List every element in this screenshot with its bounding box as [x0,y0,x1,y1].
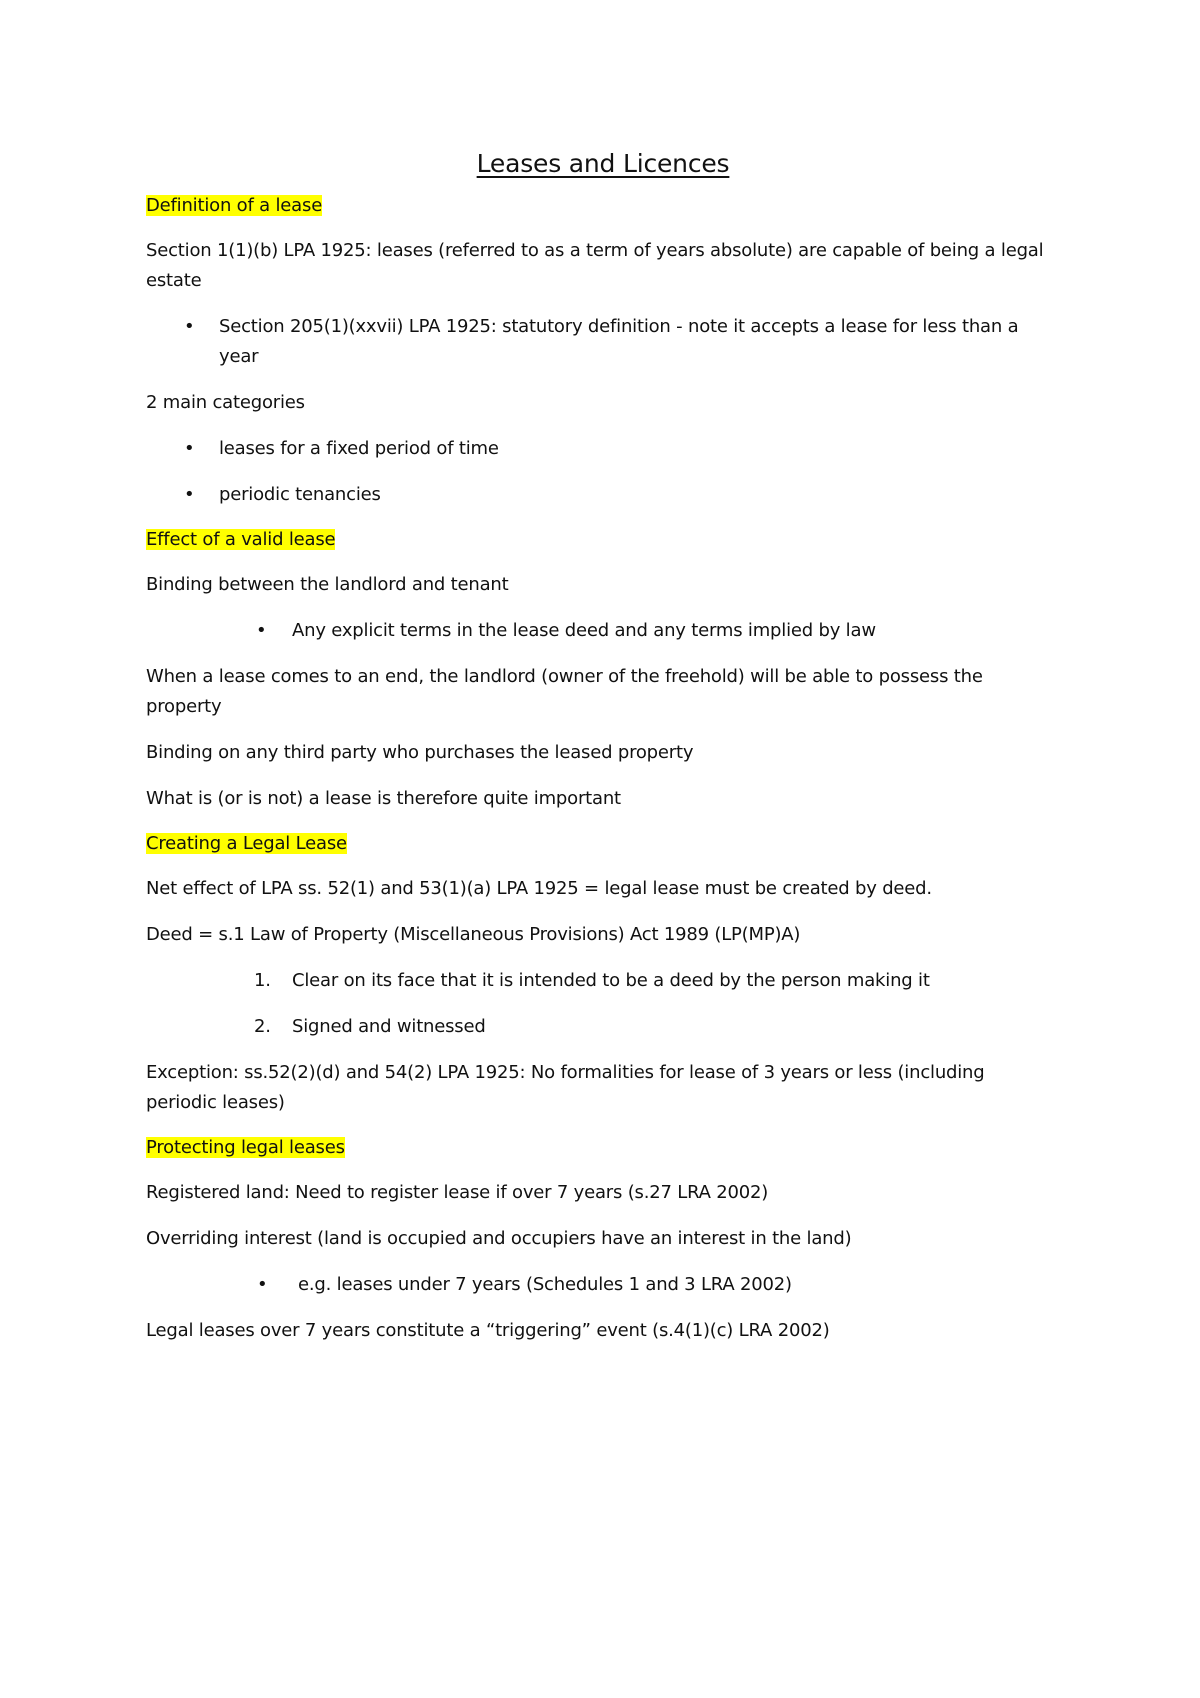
list-item-text: Signed and witnessed [292,1016,486,1037]
bullet-icon: • [184,438,195,459]
bullet-list [146,434,1060,510]
section-heading-definition [146,192,1060,220]
list-item-text: e.g. leases under 7 years (Schedules 1 and 3 LRA 2002) [298,1274,792,1295]
list-item [146,312,1060,372]
paragraph: Binding between the landlord and tenant [146,574,509,595]
list-item-text: leases for a fixed period of time [219,438,499,459]
numbered-list [146,966,1060,1042]
bullet-list [146,616,1060,646]
highlighted-heading-text: Creating a Legal Lease [146,833,347,854]
paragraph: Registered land: Need to register lease if over 7 years (s.27 LRA 2002) [146,1182,769,1203]
paragraph: 2 main categories [146,392,305,413]
list-item [146,966,1060,996]
section-heading-protecting [146,1134,1060,1162]
list-item-text: Any explicit terms in the lease deed and any terms implied by law [292,620,876,641]
highlighted-heading-text: Effect of a valid lease [146,529,336,550]
bullet-list [146,1270,1060,1300]
list-item-text: periodic tenancies [219,484,381,505]
bullet-icon: • [256,620,267,641]
paragraph: Legal leases over 7 years constitute a “triggering” event (s.4(1)(c) LRA 2002) [146,1320,830,1341]
list-number: 2. [254,1016,271,1037]
paragraph: Binding on any third party who purchases the leased property [146,742,694,763]
list-item [146,616,1060,646]
bullet-icon: • [257,1274,268,1295]
bullet-list [146,312,1060,372]
list-item [146,480,1060,510]
list-item-text: Section 205(1)(xxvii) LPA 1925: statutory definition - note it accepts a lease for less than a year [219,316,1019,367]
bullet-icon: • [184,484,195,505]
section-heading-effect [146,526,1060,554]
paragraph: What is (or is not) a lease is therefore quite important [146,788,621,809]
list-item [146,1270,1060,1300]
paragraph: Exception: ss.52(2)(d) and 54(2) LPA 1925: No formalities for lease of 3 years or less (including periodic leases) [146,1062,985,1113]
highlighted-heading-text: Protecting legal leases [146,1137,345,1158]
bullet-icon: • [184,316,195,337]
page-title: Leases and Licences [476,149,730,178]
paragraph: Section 1(1)(b) LPA 1925: leases (referred to as a term of years absolute) are capable of being a legal estate [146,240,1044,291]
section-heading-creating [146,830,1060,858]
list-number: 1. [254,970,271,991]
list-item [146,1012,1060,1042]
highlighted-heading-text: Definition of a lease [146,195,323,216]
paragraph: Net effect of LPA ss. 52(1) and 53(1)(a) LPA 1925 = legal lease must be created by deed. [146,878,932,899]
paragraph: Overriding interest (land is occupied and occupiers have an interest in the land) [146,1228,852,1249]
paragraph: Deed = s.1 Law of Property (Miscellaneous Provisions) Act 1989 (LP(MP)A) [146,924,801,945]
list-item-text: Clear on its face that it is intended to be a deed by the person making it [292,970,930,991]
paragraph: When a lease comes to an end, the landlord (owner of the freehold) will be able to possess the property [146,666,983,717]
list-item [146,434,1060,464]
